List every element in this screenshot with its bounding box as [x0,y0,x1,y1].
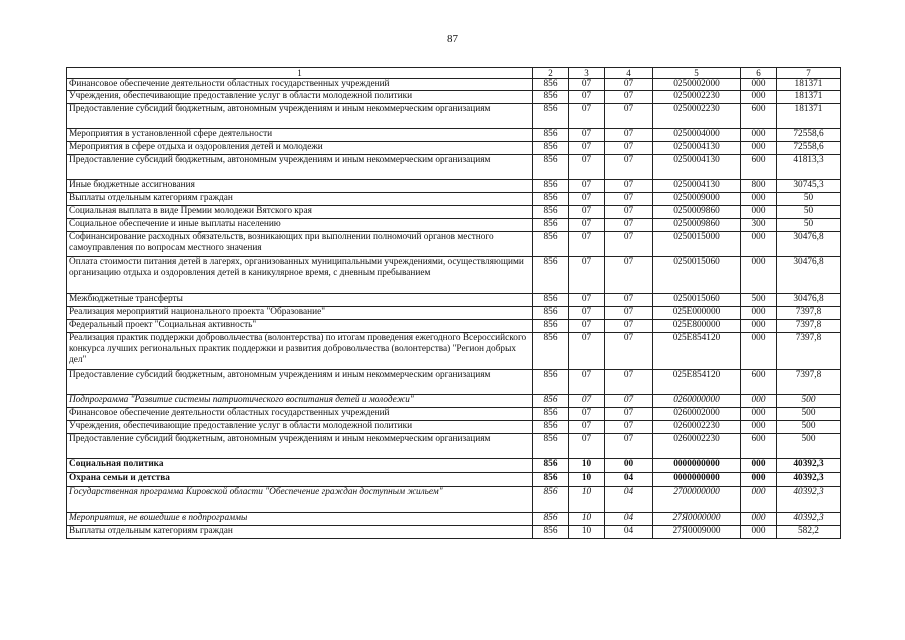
row-value-cell: 04 [605,513,653,526]
row-value-cell: 07 [605,104,653,129]
row-value-cell: 07 [605,193,653,206]
row-name-cell: Иные бюджетные ассигнования [67,180,533,193]
row-value-cell: 72558,6 [777,129,841,142]
row-value-cell: 600 [741,155,777,180]
row-value-cell: 07 [569,206,605,219]
table-row [67,104,841,129]
row-value-cell: 40392,3 [777,513,841,526]
row-value-cell: 0250002230 [653,91,741,104]
table-row [67,421,841,434]
column-header: 7 [777,68,841,79]
row-value-cell: 07 [569,142,605,155]
row-value-cell: 856 [533,526,569,539]
row-value-cell: 10 [569,473,605,487]
row-value-cell: 00 [605,459,653,473]
row-value-cell: 0260000000 [653,395,741,408]
row-name-cell: Предоставление субсидий бюджетным, автономным учреждениям и иным некоммерческим организациям [67,434,533,459]
row-value-cell: 30745,3 [777,180,841,193]
row-value-cell: 856 [533,307,569,320]
row-value-cell: 04 [605,473,653,487]
row-value-cell: 40392,3 [777,459,841,473]
row-value-cell: 30476,8 [777,257,841,294]
row-value-cell: 10 [569,487,605,513]
row-value-cell: 000 [741,142,777,155]
row-value-cell: 07 [569,333,605,370]
row-value-cell: 000 [741,421,777,434]
row-value-cell: 10 [569,459,605,473]
row-name-cell: Выплаты отдельным категориям граждан [67,526,533,539]
row-value-cell: 856 [533,129,569,142]
row-value-cell: 856 [533,473,569,487]
row-value-cell: 27Я0000000 [653,513,741,526]
column-header: 6 [741,68,777,79]
row-value-cell: 50 [777,193,841,206]
row-value-cell: 500 [777,434,841,459]
row-value-cell: 000 [741,79,777,91]
row-value-cell: 7397,8 [777,333,841,370]
row-value-cell: 600 [741,370,777,395]
row-name-cell: Охрана семьи и детства [67,473,533,487]
row-name-cell: Предоставление субсидий бюджетным, автономным учреждениям и иным некоммерческим организациям [67,104,533,129]
table-row [67,526,841,539]
row-value-cell: 30476,8 [777,294,841,307]
row-value-cell: 800 [741,180,777,193]
row-value-cell: 0250015060 [653,257,741,294]
row-value-cell: 07 [569,219,605,232]
row-name-cell: Мероприятия в установленной сфере деятельности [67,129,533,142]
row-value-cell: 0250009000 [653,193,741,206]
row-value-cell: 000 [741,307,777,320]
row-value-cell: 0250002230 [653,104,741,129]
row-value-cell: 0250004130 [653,155,741,180]
row-value-cell: 000 [741,487,777,513]
row-value-cell: 000 [741,206,777,219]
row-value-cell: 07 [605,421,653,434]
row-value-cell: 07 [569,104,605,129]
table-row [67,487,841,513]
row-value-cell: 07 [569,257,605,294]
row-value-cell: 856 [533,408,569,421]
row-name-cell: Предоставление субсидий бюджетным, автономным учреждениям и иным некоммерческим организациям [67,155,533,180]
row-value-cell: 0000000000 [653,459,741,473]
row-value-cell: 0250009860 [653,219,741,232]
row-value-cell: 07 [605,333,653,370]
row-name-cell: Реализация мероприятий национального проекта "Образование" [67,307,533,320]
table-row [67,79,841,91]
row-name-cell: Социальная политика [67,459,533,473]
row-value-cell: 856 [533,370,569,395]
row-value-cell: 856 [533,434,569,459]
row-value-cell: 025E000000 [653,307,741,320]
row-value-cell: 000 [741,129,777,142]
row-value-cell: 856 [533,320,569,333]
row-value-cell: 025E854120 [653,370,741,395]
row-name-cell: Выплаты отдельным категориям граждан [67,193,533,206]
budget-table [66,67,841,539]
row-value-cell: 07 [569,395,605,408]
row-value-cell: 000 [741,333,777,370]
row-value-cell: 07 [569,193,605,206]
row-value-cell: 500 [777,421,841,434]
page-number: 87 [447,33,458,45]
row-value-cell: 07 [605,320,653,333]
table-row [67,142,841,155]
row-name-cell: Социальная выплата в виде Премии молодежи Вятского края [67,206,533,219]
row-value-cell: 000 [741,232,777,257]
row-value-cell: 300 [741,219,777,232]
table-row [67,459,841,473]
row-value-cell: 856 [533,180,569,193]
row-value-cell: 0260002000 [653,408,741,421]
row-value-cell: 856 [533,79,569,91]
row-value-cell: 0250004130 [653,180,741,193]
row-value-cell: 04 [605,487,653,513]
row-name-cell: Учреждения, обеспечивающие предоставление услуг в области молодежной политики [67,91,533,104]
row-value-cell: 000 [741,320,777,333]
row-value-cell: 0250004130 [653,142,741,155]
row-value-cell: 07 [569,434,605,459]
row-value-cell: 07 [605,232,653,257]
row-value-cell: 07 [605,180,653,193]
row-value-cell: 07 [569,408,605,421]
row-value-cell: 000 [741,408,777,421]
row-value-cell: 856 [533,487,569,513]
row-name-cell: Финансовое обеспечение деятельности областных государственных учреждений [67,79,533,91]
row-value-cell: 7397,8 [777,320,841,333]
row-value-cell: 41813,3 [777,155,841,180]
row-value-cell: 856 [533,104,569,129]
row-value-cell: 07 [605,219,653,232]
row-value-cell: 07 [569,370,605,395]
row-value-cell: 582,2 [777,526,841,539]
row-value-cell: 07 [605,142,653,155]
table-body [67,79,841,539]
row-value-cell: 856 [533,219,569,232]
row-value-cell: 07 [569,320,605,333]
row-name-cell: Межбюджетные трансферты [67,294,533,307]
row-value-cell: 72558,6 [777,142,841,155]
column-header: 3 [569,68,605,79]
row-value-cell: 856 [533,257,569,294]
row-value-cell: 025E800000 [653,320,741,333]
header-row [67,68,841,79]
row-value-cell: 07 [605,370,653,395]
table-row [67,219,841,232]
row-value-cell: 856 [533,206,569,219]
row-value-cell: 856 [533,155,569,180]
row-value-cell: 07 [605,129,653,142]
row-value-cell: 50 [777,206,841,219]
table-row [67,473,841,487]
row-value-cell: 181371 [777,79,841,91]
column-header: 5 [653,68,741,79]
row-name-cell: Предоставление субсидий бюджетным, автономным учреждениям и иным некоммерческим организациям [67,370,533,395]
row-value-cell: 000 [741,459,777,473]
row-value-cell: 07 [569,232,605,257]
row-value-cell: 0250015060 [653,294,741,307]
row-value-cell: 856 [533,294,569,307]
row-name-cell: Финансовое обеспечение деятельности областных государственных учреждений [67,408,533,421]
row-name-cell: Мероприятия в сфере отдыха и оздоровления детей и молодежи [67,142,533,155]
row-value-cell: 856 [533,395,569,408]
row-value-cell: 07 [569,421,605,434]
row-value-cell: 000 [741,395,777,408]
row-value-cell: 07 [569,79,605,91]
row-name-cell: Федеральный проект "Социальная активность" [67,320,533,333]
row-value-cell: 07 [569,155,605,180]
row-name-cell: Подпрограмма "Развитие системы патриотического воспитания детей и молодежи" [67,395,533,408]
row-value-cell: 30476,8 [777,232,841,257]
row-name-cell: Оплата стоимости питания детей в лагерях, организованных муниципальными учреждениями, осуществляющими организацию отдыха и оздоровления детей в каникулярное время, с дневным пребыванием [67,257,533,294]
column-header: 4 [605,68,653,79]
row-value-cell: 2700000000 [653,487,741,513]
row-value-cell: 0250004000 [653,129,741,142]
row-value-cell: 181371 [777,91,841,104]
row-name-cell: Учреждения, обеспечивающие предоставление услуг в области молодежной политики [67,421,533,434]
row-value-cell: 10 [569,526,605,539]
row-value-cell: 0250002000 [653,79,741,91]
row-name-cell: Софинансирование расходных обязательств, возникающих при выполнении полномочий органов местного самоуправления по вопросам местного значения [67,232,533,257]
table-row [67,320,841,333]
row-value-cell: 07 [605,79,653,91]
column-header: 2 [533,68,569,79]
row-value-cell: 0250015000 [653,232,741,257]
table-row [67,193,841,206]
table-row [67,129,841,142]
row-value-cell: 04 [605,526,653,539]
row-value-cell: 856 [533,421,569,434]
table-row [67,180,841,193]
row-name-cell: Реализация практик поддержки добровольчества (волонтерства) по итогам проведения ежегодного Всероссийского конкурса лучших региональных практик поддержки и развития добровольчества (волонтерства) "Регион добрых дел" [67,333,533,370]
table-row [67,232,841,257]
row-value-cell: 07 [605,408,653,421]
row-value-cell: 0260002230 [653,421,741,434]
table-row [67,307,841,320]
row-value-cell: 000 [741,513,777,526]
table-row [67,395,841,408]
row-value-cell: 07 [605,395,653,408]
column-header: 1 [67,68,533,79]
table-row [67,434,841,459]
table-row [67,257,841,294]
row-value-cell: 7397,8 [777,370,841,395]
row-value-cell: 856 [533,142,569,155]
row-value-cell: 181371 [777,104,841,129]
row-name-cell: Государственная программа Кировской области "Обеспечение граждан доступным жильем" [67,487,533,513]
row-value-cell: 07 [605,434,653,459]
row-value-cell: 07 [605,307,653,320]
row-value-cell: 07 [605,294,653,307]
row-value-cell: 000 [741,91,777,104]
row-value-cell: 856 [533,459,569,473]
table-row [67,370,841,395]
row-value-cell: 07 [605,206,653,219]
row-name-cell: Социальное обеспечение и иные выплаты населению [67,219,533,232]
table-row [67,294,841,307]
row-value-cell: 000 [741,257,777,294]
row-value-cell: 856 [533,513,569,526]
row-name-cell: Мероприятия, не вошедшие в подпрограммы [67,513,533,526]
table-row [67,91,841,104]
row-value-cell: 07 [569,307,605,320]
row-value-cell: 07 [605,257,653,294]
row-value-cell: 600 [741,434,777,459]
row-value-cell: 40392,3 [777,487,841,513]
row-value-cell: 500 [741,294,777,307]
row-value-cell: 000 [741,193,777,206]
row-value-cell: 07 [569,294,605,307]
row-value-cell: 600 [741,104,777,129]
row-value-cell: 07 [569,129,605,142]
table-row [67,408,841,421]
row-value-cell: 000 [741,526,777,539]
row-value-cell: 07 [605,91,653,104]
row-value-cell: 0260002230 [653,434,741,459]
row-value-cell: 40392,3 [777,473,841,487]
table-row [67,333,841,370]
row-value-cell: 500 [777,408,841,421]
row-value-cell: 07 [569,180,605,193]
table-row [67,513,841,526]
row-value-cell: 856 [533,232,569,257]
row-value-cell: 7397,8 [777,307,841,320]
row-value-cell: 500 [777,395,841,408]
row-value-cell: 856 [533,193,569,206]
table-row [67,206,841,219]
row-value-cell: 27Я0009000 [653,526,741,539]
row-value-cell: 07 [605,155,653,180]
row-value-cell: 10 [569,513,605,526]
row-value-cell: 0000000000 [653,473,741,487]
table-row [67,155,841,180]
row-value-cell: 07 [569,91,605,104]
row-value-cell: 0250009860 [653,206,741,219]
row-value-cell: 856 [533,91,569,104]
row-value-cell: 50 [777,219,841,232]
row-value-cell: 856 [533,333,569,370]
row-value-cell: 025E854120 [653,333,741,370]
row-value-cell: 000 [741,473,777,487]
